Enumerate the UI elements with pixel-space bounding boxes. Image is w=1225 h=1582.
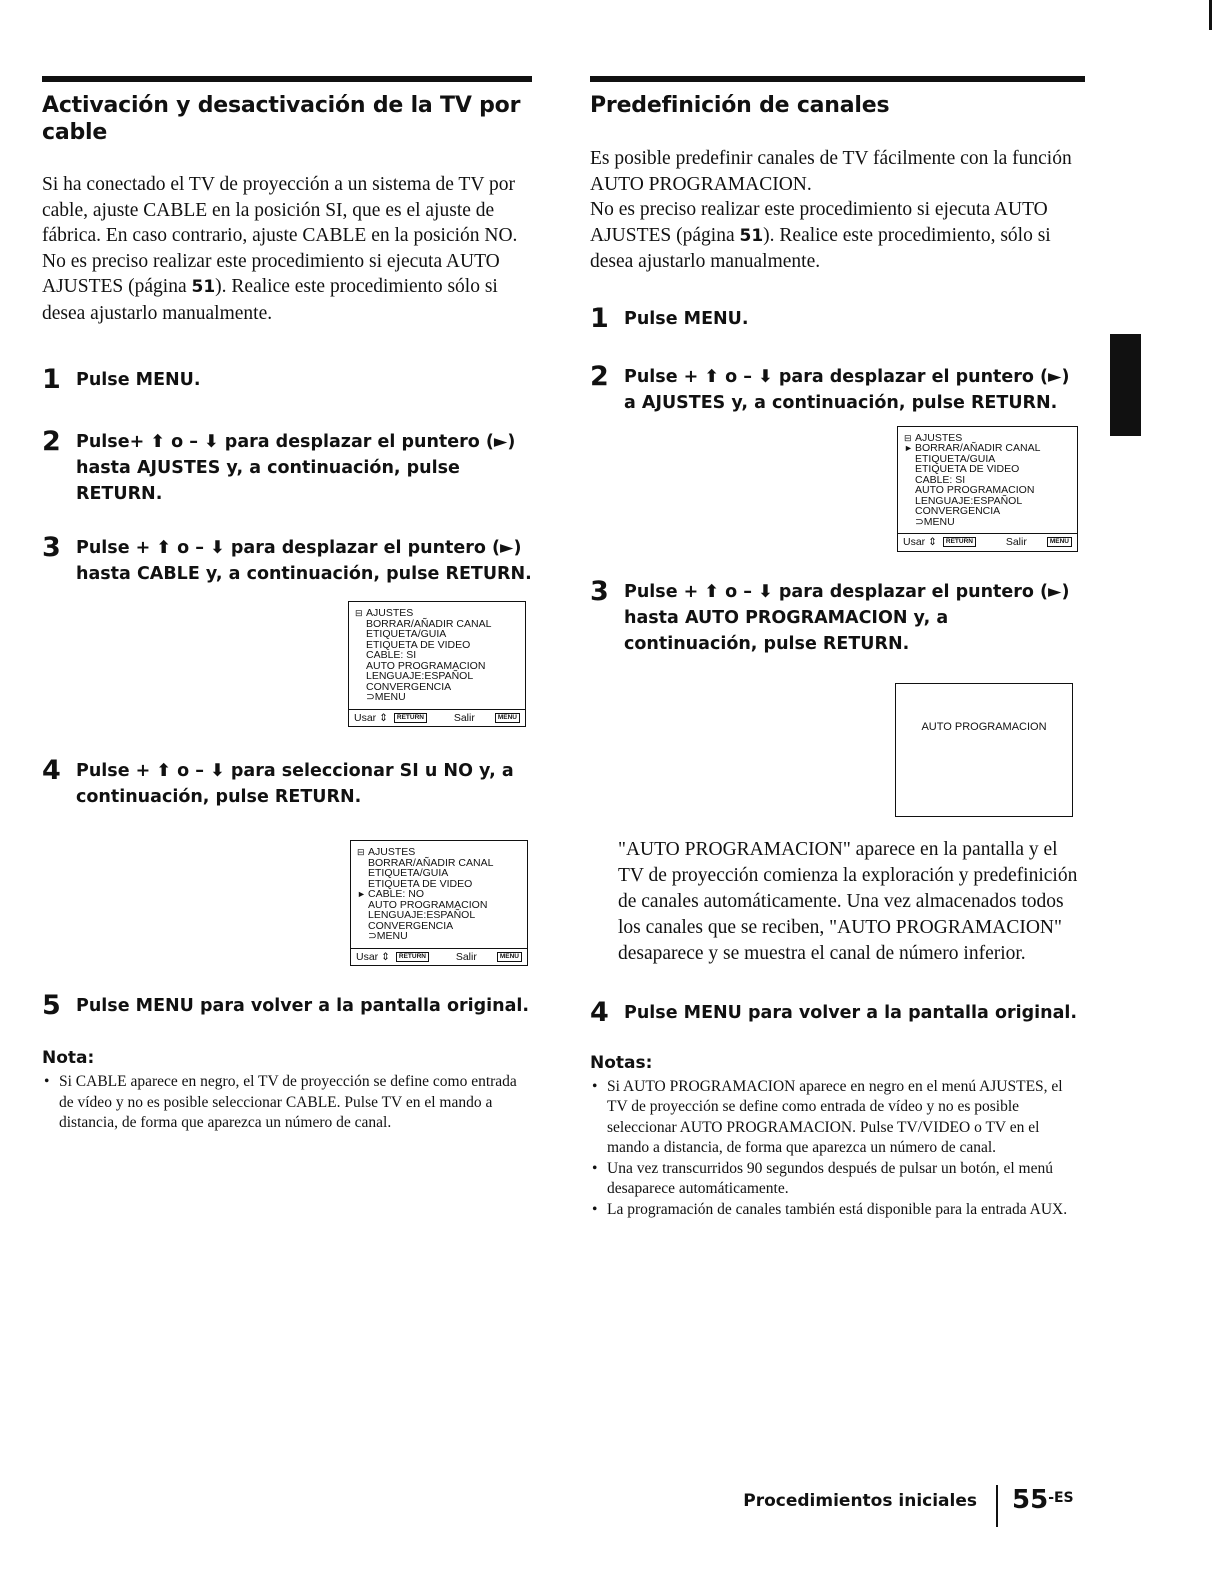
step-text: Pulse MENU. — [624, 308, 749, 329]
osd-menu-item: CABLE: SI — [366, 649, 417, 661]
section-title: Predefinición de canales — [590, 93, 890, 118]
step-number: 3 — [590, 575, 609, 607]
step-number: 1 — [590, 302, 609, 334]
note-item: • Una vez transcurridos 90 segundos después de pulsar un botón, el menú desaparece automáticamente. — [590, 1159, 1085, 1200]
intro-text — [590, 146, 1085, 275]
step-text: Pulse + ⬆ o – ⬇ para seleccionar SI u NO y, a continuación, pulse RETURN. — [76, 761, 514, 807]
footer-divider — [996, 1485, 998, 1527]
note-title: Nota: — [42, 1048, 95, 1068]
step — [590, 360, 1085, 416]
menu-icon: ⊟ — [904, 432, 912, 443]
note-item: • Si CABLE aparece en negro, el TV de proyección se define como entrada de vídeo y no es posible seleccionar CABLE. Pulse TV en el mando a distancia, de forma que aparezca un número de canal. — [42, 1072, 532, 1134]
osd-menu — [897, 426, 1078, 552]
intro-paragraph: No es preciso realizar este procedimiento si ejecuta AUTO AJUSTES (página 51). Realice este procedimiento, sólo si desea ajustarlo manualmente. — [590, 199, 1051, 272]
left-column — [42, 76, 532, 1134]
notes-title: Notas: — [590, 1052, 653, 1073]
osd-menu — [350, 840, 528, 966]
osd-menu-item: LENGUAJE:ESPAÑOL — [366, 670, 474, 682]
section-rule — [590, 76, 1085, 82]
step — [42, 428, 532, 507]
osd-menu-item: LENGUAJE:ESPAÑOL — [368, 909, 476, 921]
osd-menu-item: CONVERGENCIA — [368, 919, 454, 932]
notes-list — [42, 1072, 532, 1134]
step-text: Pulse MENU. — [76, 370, 201, 390]
step — [42, 757, 532, 810]
menu-icon: ⊟ — [355, 608, 363, 618]
step-number: 3 — [42, 532, 61, 563]
page-ref: 51 — [191, 277, 216, 297]
section-tab — [1110, 334, 1141, 436]
right-column — [590, 76, 1085, 1220]
note-item: • La programación de canales también está disponible para la entrada AUX. — [590, 1200, 1085, 1221]
osd-menu-item: ETIQUETA DE VIDEO — [368, 877, 473, 890]
osd-menu-item: ► BORRAR/AÑADIR CANAL — [904, 442, 1041, 454]
osd-footer: Usar ⇕ RETURN Salir MENU — [351, 948, 527, 966]
intro-paragraph: Si ha conectado el TV de proyección a un sistema de TV por cable, ajuste CABLE en la posición SI, que es el ajuste de fábrica. En caso contrario, ajuste CABLE en la posición NO. — [42, 174, 518, 246]
return-key-icon: RETURN — [396, 952, 429, 962]
osd-menu-item: BORRAR/AÑADIR CANAL — [368, 856, 494, 869]
page-edge-mark — [1209, 0, 1212, 30]
step — [590, 302, 1085, 334]
step-number: 2 — [42, 426, 61, 457]
intro-text — [42, 172, 532, 326]
step-text: Pulse MENU para volver a la pantalla original. — [624, 1002, 1078, 1023]
menu-key-icon: MENU — [495, 713, 520, 723]
osd-menu-item: CONVERGENCIA — [366, 680, 452, 693]
notes-list — [590, 1077, 1085, 1221]
step-text: Pulse MENU para volver a la pantalla original. — [76, 996, 530, 1016]
osd-footer: Usar ⇕ RETURN Salir MENU — [349, 709, 525, 727]
osd-menu-item: ETIQUETA DE VIDEO — [915, 463, 1020, 475]
step-number: 4 — [590, 996, 609, 1028]
osd-menu-item: ⊃MENU — [368, 930, 408, 942]
osd-header: ⊟ AJUSTES — [355, 607, 414, 619]
osd-menu-item: BORRAR/AÑADIR CANAL — [366, 617, 492, 630]
osd-menu-item: LENGUAJE:ESPAÑOL — [915, 494, 1023, 507]
osd-footer: Usar ⇕ RETURN Salir MENU — [898, 533, 1077, 551]
step-number: 4 — [42, 755, 61, 786]
step — [42, 366, 532, 394]
osd-menu — [348, 601, 526, 727]
osd-header: ⊟ AJUSTES — [357, 846, 416, 858]
pointer-icon: ► — [357, 889, 366, 899]
page-footer — [740, 1485, 1090, 1535]
menu-icon: ⊟ — [357, 847, 365, 857]
screen-text: AUTO PROGRAMACION — [921, 720, 1047, 733]
osd-menu-item: AUTO PROGRAMACION — [915, 484, 1035, 496]
return-key-icon: RETURN — [394, 713, 427, 723]
step — [590, 575, 1085, 657]
intro-paragraph: Es posible predefinir canales de TV fácilmente con la función AUTO PROGRAMACION. — [590, 148, 1072, 195]
page-number: 55$^{-ES}$ — [1012, 1485, 1074, 1515]
osd-menu-item: CABLE: SI — [915, 473, 966, 486]
osd-menu-item: AUTO PROGRAMACION — [368, 898, 488, 911]
updown-icon: ⇕ — [379, 711, 388, 724]
step — [42, 992, 532, 1020]
footer-section: Procedimientos iniciales — [743, 1491, 977, 1511]
step-text: Pulse + ⬆ o – ⬇ para desplazar el puntero (►) hasta AUTO PROGRAMACION y, a continuación, pulse RETURN. — [624, 581, 1070, 654]
osd-menu-item: AUTO PROGRAMACION — [366, 659, 486, 672]
section-rule — [42, 76, 532, 82]
step-number: 5 — [42, 990, 61, 1021]
description-paragraph: "AUTO PROGRAMACION" aparece en la pantalla y el TV de proyección comienza la exploración y predefinición de canales automáticamente. Una vez almacenados todos los canales que se reciben, "AUTO PROGRAMACION" desaparece y se muestra el canal de número inferior. — [618, 838, 1078, 964]
osd-menu-item: ⊃MENU — [915, 515, 955, 528]
osd-menu-item: ETIQUETA/GUIA — [915, 452, 996, 465]
osd-menu-item: CONVERGENCIA — [915, 505, 1001, 517]
menu-key-icon: MENU — [497, 952, 522, 962]
section-title: Activación y desactivación de la TV por cable — [42, 93, 521, 145]
osd-menu-item: ETIQUETA/GUIA — [366, 628, 447, 640]
step — [590, 996, 1085, 1028]
step — [42, 534, 532, 587]
intro-paragraph: No es preciso realizar este procedimiento si ejecuta AUTO AJUSTES (página 51). Realice este procedimiento sólo si desea ajustarlo manualmente. — [42, 250, 500, 324]
return-key-icon: RETURN — [943, 537, 976, 547]
updown-icon: ⇕ — [381, 950, 390, 963]
pointer-icon: ► — [904, 443, 913, 453]
osd-menu-item: ETIQUETA DE VIDEO — [366, 638, 471, 651]
osd-header: ⊟ AJUSTES — [904, 431, 963, 444]
step-text: Pulse + ⬆ o – ⬇ para desplazar el puntero (►) hasta CABLE y, a continuación, pulse RETURN. — [76, 538, 532, 584]
step-number: 2 — [590, 360, 609, 392]
note-item: • Si AUTO PROGRAMACION aparece en negro en el menú AJUSTES, el TV de proyección se define como entrada de vídeo y no es posible seleccionar AUTO PROGRAMACION. Pulse TV/VIDEO o TV en el mando a distancia, de forma que aparezca un número de canal. — [590, 1077, 1085, 1159]
tv-screen — [895, 683, 1073, 817]
osd-menu-item: ETIQUETA/GUIA — [368, 867, 449, 879]
page-ref: 51 — [739, 225, 764, 246]
menu-key-icon: MENU — [1047, 537, 1072, 547]
updown-icon: ⇕ — [928, 536, 937, 548]
step-text: Pulse + ⬆ o – ⬇ para desplazar el puntero (►) a AJUSTES y, a continuación, pulse RETURN. — [624, 366, 1070, 413]
step-text: Pulse+ ⬆ o – ⬇ para desplazar el puntero (►) hasta AJUSTES y, a continuación, pulse RETURN. — [76, 432, 516, 504]
osd-menu-item: ⊃MENU — [366, 691, 406, 703]
step-number: 1 — [42, 364, 61, 395]
osd-menu-item: ► CABLE: NO — [357, 888, 425, 900]
